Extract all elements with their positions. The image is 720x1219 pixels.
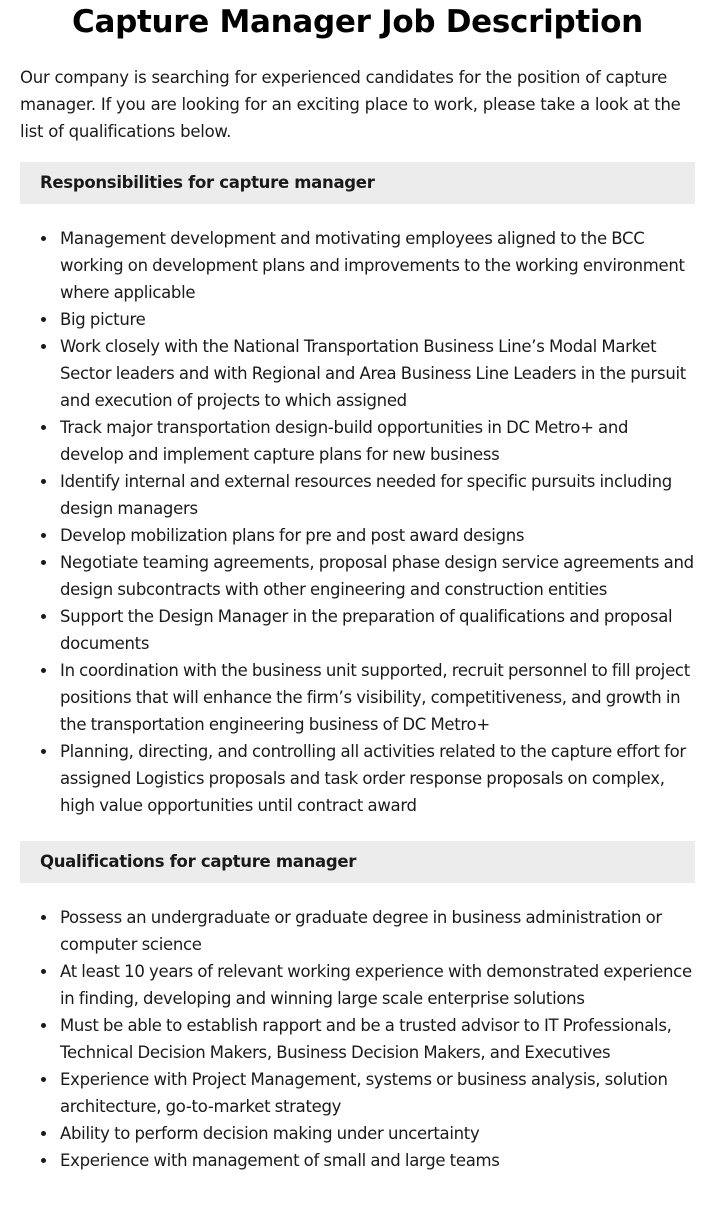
list-item: Work closely with the National Transportation Business Line’s Modal Market Sector leaders and with Regional and Area Business Line Leaders in the pursuit and execution of projects to which assigned (60, 333, 695, 414)
list-item: Management development and motivating employees aligned to the BCC working on development plans and improvements to the working environment where applicable (60, 225, 695, 306)
list-item: Big picture (60, 306, 695, 333)
responsibilities-header: Responsibilities for capture manager (20, 162, 695, 204)
list-item: Possess an undergraduate or graduate degree in business administration or computer science (60, 904, 695, 958)
list-item: Experience with Project Management, systems or business analysis, solution architecture, go-to-market strategy (60, 1066, 695, 1120)
qualifications-list (20, 904, 695, 1174)
qualifications-header: Qualifications for capture manager (20, 841, 695, 883)
list-item: At least 10 years of relevant working experience with demonstrated experience in finding, developing and winning large scale enterprise solutions (60, 958, 695, 1012)
list-item: Must be able to establish rapport and be a trusted advisor to IT Professionals, Technical Decision Makers, Business Decision Makers, and Executives (60, 1012, 695, 1066)
list-item: Ability to perform decision making under uncertainty (60, 1120, 695, 1147)
job-description-page (20, 0, 695, 1174)
list-item: In coordination with the business unit supported, recruit personnel to fill project positions that will enhance the firm’s visibility, competitiveness, and growth in the transportation engineering business of DC Metro+ (60, 657, 695, 738)
page-title: Capture Manager Job Description (72, 4, 643, 40)
list-item: Planning, directing, and controlling all activities related to the capture effort for assigned Logistics proposals and task order response proposals on complex, high value opportunities until contract award (60, 738, 695, 819)
responsibilities-list (20, 225, 695, 819)
list-item: Develop mobilization plans for pre and post award designs (60, 522, 695, 549)
list-item: Negotiate teaming agreements, proposal phase design service agreements and design subcontracts with other engineering and construction entities (60, 549, 695, 603)
list-item: Experience with management of small and large teams (60, 1147, 695, 1174)
list-item: Identify internal and external resources needed for specific pursuits including design managers (60, 468, 695, 522)
list-item: Support the Design Manager in the preparation of qualifications and proposal documents (60, 603, 695, 657)
list-item: Track major transportation design-build opportunities in DC Metro+ and develop and implement capture plans for new business (60, 414, 695, 468)
intro-paragraph: Our company is searching for experienced candidates for the position of capture manager. If you are looking for an exciting place to work, please take a look at the list of qualifications below. (20, 68, 681, 141)
